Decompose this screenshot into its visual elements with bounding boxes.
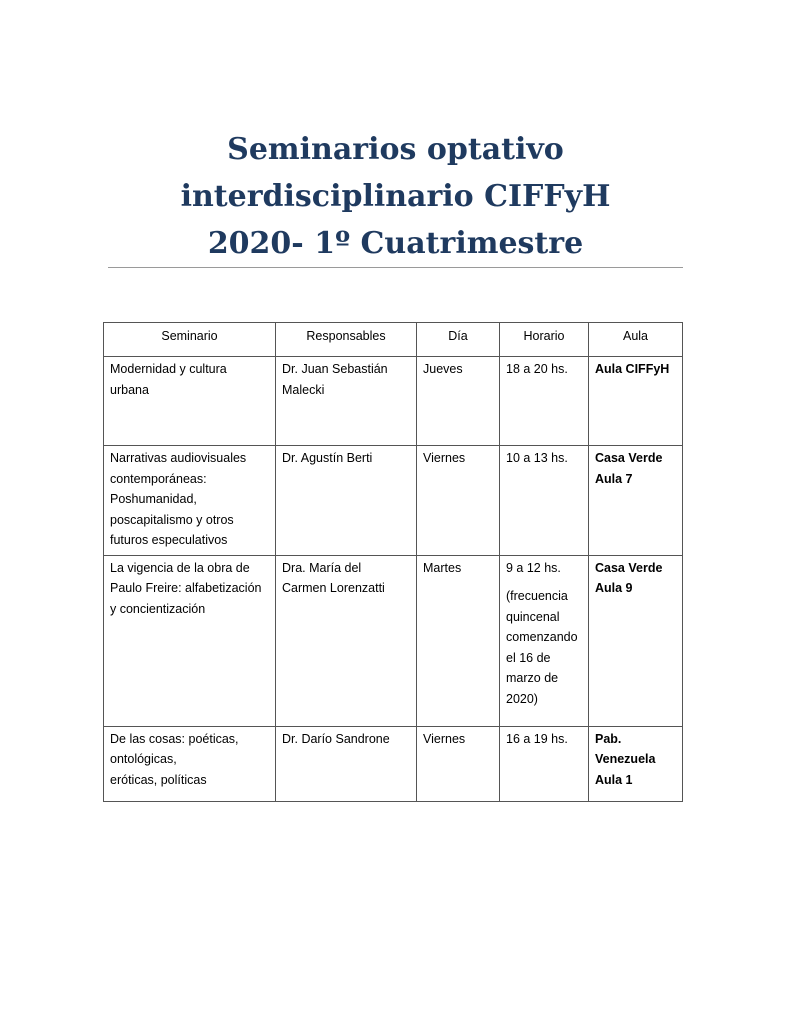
cell-seminario: Narrativas audiovisuales contemporáneas: Poshumanidad, poscapitalismo y otros futuros especulativos xyxy=(104,446,276,556)
title-divider xyxy=(108,267,683,268)
cell-dia: Martes xyxy=(417,555,500,726)
horario-time: 16 a 19 hs. xyxy=(506,731,568,746)
table-row xyxy=(104,357,683,446)
document-title xyxy=(0,126,791,267)
table-row xyxy=(104,555,683,726)
seminar-schedule-table xyxy=(103,322,683,802)
cell-horario xyxy=(500,357,589,446)
header-aula: Aula xyxy=(589,323,683,357)
horario-time: 9 a 12 hs. xyxy=(506,560,561,575)
table-row xyxy=(104,726,683,801)
cell-aula: Aula CIFFyH xyxy=(589,357,683,446)
cell-horario xyxy=(500,726,589,801)
cell-seminario: La vigencia de la obra de Paulo Freire: alfabetización y concientización xyxy=(104,555,276,726)
horario-note: (frecuencia quincenal comenzando el 16 de marzo de 2020) xyxy=(506,589,578,706)
cell-seminario: De las cosas: poéticas, ontológicas, eróticas, políticas xyxy=(104,726,276,801)
cell-dia: Viernes xyxy=(417,446,500,556)
header-seminario: Seminario xyxy=(104,323,276,357)
table-header-row xyxy=(104,323,683,357)
cell-aula: Pab. Venezuela Aula 1 xyxy=(589,726,683,801)
cell-dia: Viernes xyxy=(417,726,500,801)
cell-responsables: Dr. Juan Sebastián Malecki xyxy=(276,357,417,446)
header-responsables: Responsables xyxy=(276,323,417,357)
cell-horario xyxy=(500,446,589,556)
horario-time: 10 a 13 hs. xyxy=(506,451,568,465)
title-line-3: 2020- 1º Cuatrimestre xyxy=(207,226,584,261)
cell-aula: Casa Verde Aula 7 xyxy=(589,446,683,556)
title-line-1: Seminarios optativo xyxy=(227,132,564,167)
cell-horario xyxy=(500,555,589,726)
title-line-2: interdisciplinario CIFFyH xyxy=(180,179,611,214)
cell-aula: Casa Verde Aula 9 xyxy=(589,555,683,726)
cell-seminario: Modernidad y cultura urbana xyxy=(104,357,276,446)
header-horario: Horario xyxy=(500,323,589,357)
cell-responsables: Dr. Darío Sandrone xyxy=(276,726,417,801)
horario-time: 18 a 20 hs. xyxy=(506,362,568,376)
table-row xyxy=(104,446,683,556)
header-dia: Día xyxy=(417,323,500,357)
cell-responsables: Dr. Agustín Berti xyxy=(276,446,417,556)
cell-dia: Jueves xyxy=(417,357,500,446)
cell-responsables: Dra. María del Carmen Lorenzatti xyxy=(276,555,417,726)
